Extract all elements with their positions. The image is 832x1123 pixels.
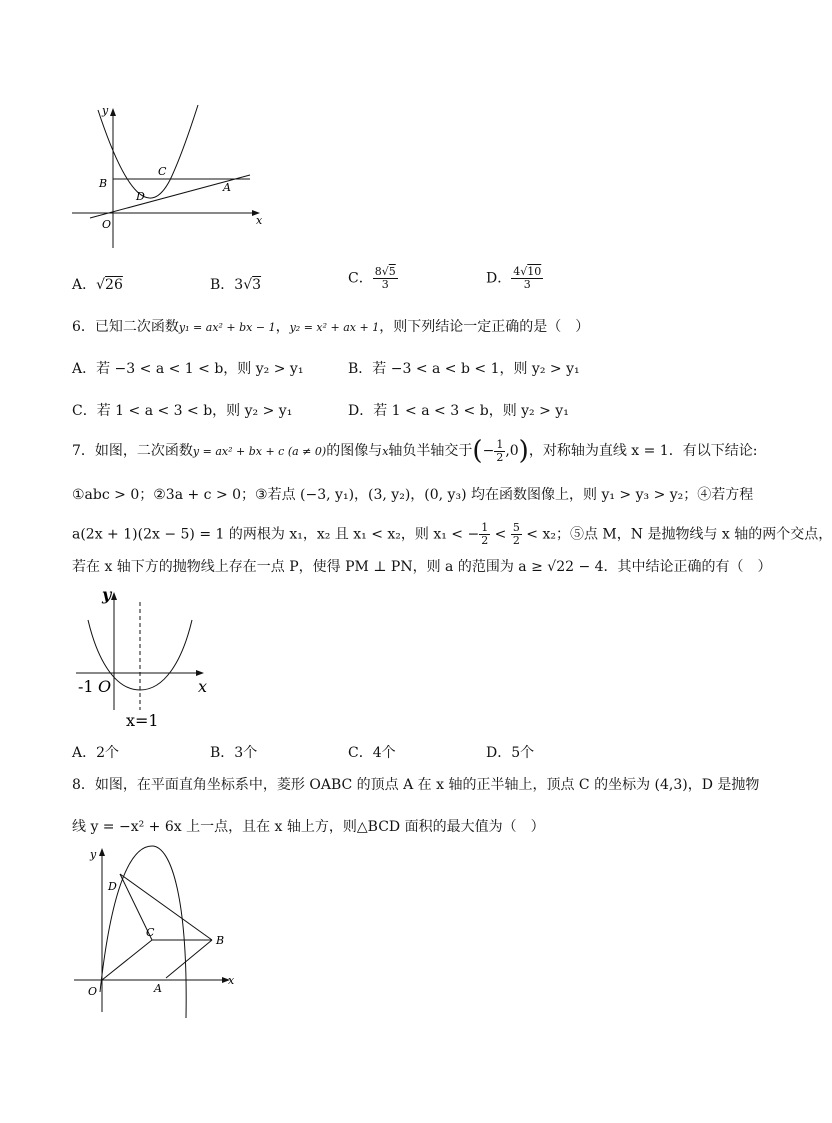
q7-line-1: 7．如图，二次函数y = ax² + bx + c (a ≠ 0)的图像与x轴负半轴交于(− $\frac{1}{2}$ ,0)，对称轴为直线 x = 1．有以下结论: [72,436,758,466]
q5-option-c[interactable]: C． $\frac{8√5}{3}$ [348,265,396,291]
label-B: B [216,934,225,947]
fraction: $\frac{4√10}{3}$ [513,265,542,291]
label-x: x [228,974,235,987]
q6-stem: 6．已知二次函数y₁ = ax² + bx − 1，y₂ = x² + ax + 1，则下列结论一定正确的是（ ） [72,319,590,335]
q6-option-c[interactable]: C．若 1 < a < 3 < b，则 y₂ > y₁ [72,403,293,419]
q6-option-d[interactable]: D．若 1 < a < 3 < b，则 y₂ > y₁ [348,403,569,419]
label-D: D [136,190,145,203]
figure-q8 [72,842,252,1022]
q5-option-d[interactable]: D． $\frac{4√10}{3}$ [486,265,542,291]
figure-q5 [70,100,270,260]
q6-option-b[interactable]: B．若 −3 < a < b < 1，则 y₂ > y₁ [348,361,580,377]
label-y: y [102,104,109,117]
label-x: x [256,214,263,227]
q7-option-d[interactable]: D．5个 [486,745,535,761]
q7-line-4: 若在 x 轴下方的抛物线上存在一点 P，使得 PM ⊥ PN，则 a 的范围为 a ≥ √22 − 4．其中结论正确的有（ ） [72,559,772,575]
figure-q7 [72,582,222,732]
label-C: C [146,926,155,939]
q5-option-b[interactable]: B．3√3 [210,277,262,293]
q7-line-3: a(2x + 1)(2x − 5) = 1 的两根为 x₁，x₂ 且 x₁ < x₂，则 x₁ < − $\frac{1}{2}$ < $\frac{5}{2}$ < x₂；⑤点 M，N 是抛物线与 x 轴的两个交点， [72,521,832,547]
label-D: D [108,880,117,893]
label-y: y [90,848,97,861]
label-O: O [88,985,98,998]
label-x: x [198,677,208,696]
label-neg1: -1 [78,677,94,696]
label-O: O [98,677,112,696]
label-O: O [102,218,112,231]
q7-option-c[interactable]: C．4个 [348,745,396,761]
q7-option-a[interactable]: A．2个 [72,745,120,761]
q8-line-2: 线 y = −x² + 6x 上一点，且在 x 轴上方，则△BCD 面积的最大值为（ ） [72,819,545,835]
label-A: A [154,982,162,995]
q5-option-a[interactable]: A．√26 [72,277,123,293]
label-symmetry: x=1 [126,711,159,730]
label-y: y [102,585,112,604]
q6-option-a[interactable]: A．若 −3 < a < 1 < b，则 y₂ > y₁ [72,361,304,377]
q7-option-b[interactable]: B．3个 [210,745,258,761]
parabola-curve [100,846,186,1018]
q7-line-2: ①abc > 0；②3a + c > 0；③若点 (−3, y₁)，(3, y₂)，(0, y₃) 均在函数图像上，则 y₁ > y₃ > y₂；④若方程 [72,487,754,503]
fraction: $\frac{8√5}{3}$ [374,265,396,291]
label-C: C [158,165,167,178]
label-A: A [223,181,231,194]
label-B: B [99,177,108,190]
q8-line-1: 8．如图，在平面直角坐标系中，菱形 OABC 的顶点 A 在 x 轴的正半轴上，顶点 C 的坐标为 (4,3)，D 是抛物 [72,777,760,793]
